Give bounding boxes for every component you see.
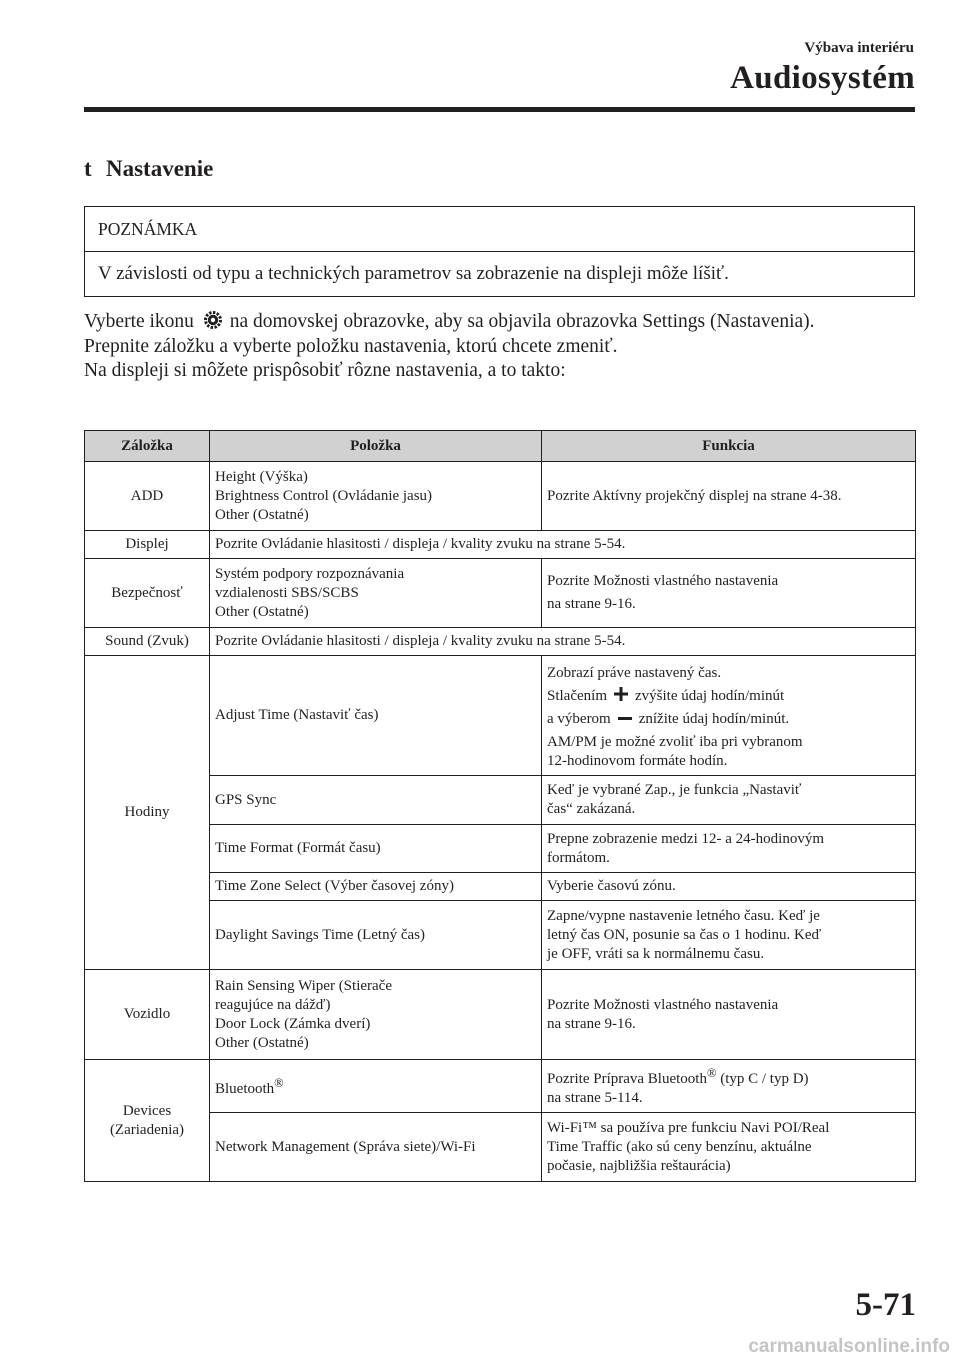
- function-line: [547, 1064, 910, 1089]
- function-cell: [542, 901, 916, 970]
- function-line: Zapne/vypne nastavenie letného času. Keď je: [547, 907, 820, 924]
- function-text: Stlačením: [547, 688, 607, 704]
- section-title: Nastavenie: [106, 156, 214, 181]
- tab-cell: Sound (Zvuk): [85, 628, 210, 656]
- function-cell: [542, 1113, 916, 1182]
- function-line: počasie, najbližšia reštaurácia): [547, 1157, 731, 1174]
- settings-gear-icon: [203, 310, 223, 330]
- registered-mark: ®: [706, 1066, 717, 1080]
- function-cell: [542, 559, 916, 628]
- chapter-subtitle: Výbava interiéru: [804, 40, 914, 56]
- item-cell: [210, 462, 542, 531]
- function-cell: Pozrite Aktívny projekčný displej na strane 4-38.: [542, 462, 916, 531]
- section-bullet: t: [84, 156, 92, 181]
- item-line: Systém podpory rozpoznávania: [215, 565, 405, 582]
- tab-cell: Bezpečnosť: [85, 559, 210, 628]
- function-line: [547, 710, 910, 729]
- function-line: na strane 5-114.: [547, 1090, 643, 1106]
- function-line: 12-hodinovom formáte hodín.: [547, 753, 728, 769]
- item-text: Bluetooth: [215, 1080, 275, 1097]
- intro-line-3: Na displeji si môžete prispôsobiť rôzne nastavenia, a to takto:: [84, 360, 566, 381]
- function-cell: Vyberie časovú zónu.: [542, 873, 916, 901]
- item-cell: [210, 559, 542, 628]
- note-box: [84, 206, 915, 297]
- item-cell: Time Format (Formát času): [210, 825, 542, 873]
- function-line: Pozrite Možnosti vlastného nastavenia: [547, 573, 779, 589]
- function-line: AM/PM je možné zvoliť iba pri vybranom: [547, 734, 803, 750]
- function-line: [547, 687, 910, 706]
- function-line: Prepne zobrazenie medzi 12- a 24-hodinovým: [547, 830, 824, 847]
- function-cell: [542, 825, 916, 873]
- function-line: Zobrazí práve nastavený čas.: [547, 665, 722, 681]
- header-item: Položka: [210, 431, 542, 462]
- function-line: Keď je vybrané Zap., je funkcia „Nastaviť: [547, 782, 802, 798]
- tab-cell: Vozidlo: [85, 970, 210, 1060]
- function-text: zvýšite údaj hodín/minút: [635, 688, 785, 704]
- function-line: Time Traffic (ako sú ceny benzínu, aktuálne: [547, 1138, 812, 1155]
- table-row: [85, 776, 916, 825]
- tab-cell: [85, 1060, 210, 1182]
- item-cell: Network Management (Správa siete)/Wi-Fi: [210, 1113, 542, 1182]
- item-line: Height (Výška): [215, 468, 308, 485]
- header-function: Funkcia: [542, 431, 916, 462]
- function-text: a výberom: [547, 711, 611, 727]
- item-cell: Adjust Time (Nastaviť čas): [210, 656, 542, 776]
- item-cell: Time Zone Select (Výber časovej zóny): [210, 873, 542, 901]
- table-row: [85, 1113, 916, 1182]
- chapter-title: Audiosystém: [730, 60, 915, 96]
- table-row: [85, 1060, 916, 1113]
- function-text: Pozrite Príprava Bluetooth: [547, 1071, 707, 1087]
- function-line: je OFF, vráti sa k normálnemu času.: [547, 945, 765, 962]
- table-row: [85, 462, 916, 531]
- header-tab: Záložka: [85, 431, 210, 462]
- function-line: formátom.: [547, 849, 610, 866]
- function-cell: [542, 970, 916, 1060]
- item-line: Other (Ostatné): [215, 603, 309, 620]
- function-text: znížite údaj hodín/minút.: [638, 711, 790, 727]
- table-row: [85, 901, 916, 970]
- intro-line-1: [84, 310, 914, 335]
- settings-table: [84, 430, 916, 1182]
- function-text: (typ C / typ D): [716, 1071, 809, 1087]
- header-rule: [84, 107, 915, 112]
- function-cell: [542, 656, 916, 776]
- intro-text: [84, 310, 914, 384]
- note-text: V závislosti od typu a technických parametrov sa zobrazenie na displeji môže líšiť.: [98, 263, 729, 284]
- item-line: Door Lock (Zámka dverí): [215, 1015, 371, 1032]
- function-line: letný čas ON, posunie sa čas o 1 hodinu. Keď: [547, 926, 822, 943]
- watermark: carmanualsonline.info: [748, 1336, 950, 1357]
- function-line: na strane 9-16.: [547, 1015, 636, 1032]
- table-row: [85, 531, 916, 559]
- table-row: [85, 825, 916, 873]
- tab-cell: ADD: [85, 462, 210, 531]
- merged-cell: Pozrite Ovládanie hlasitosti / displeja / kvality zvuku na strane 5-54.: [210, 628, 916, 656]
- table-row: [85, 970, 916, 1060]
- item-cell: [210, 1060, 542, 1113]
- page-number: 5-71: [855, 1287, 916, 1323]
- function-cell: [542, 1060, 916, 1113]
- intro-line-2: Prepnite záložku a vyberte položku nastavenia, ktorú chcete zmeniť.: [84, 335, 618, 357]
- function-line: čas“ zakázaná.: [547, 801, 636, 817]
- item-line: Brightness Control (Ovládanie jasu): [215, 487, 433, 504]
- item-line: Other (Ostatné): [215, 506, 309, 523]
- table-row: [85, 628, 916, 656]
- note-heading: POZNÁMKA: [85, 207, 914, 252]
- intro-line-1-start: Vyberte ikonu: [84, 311, 194, 332]
- table-row: [85, 559, 916, 628]
- minus-icon: [617, 710, 633, 724]
- function-line: Wi-Fi™ sa používa pre funkciu Navi POI/Real: [547, 1119, 830, 1136]
- plus-icon: [613, 687, 629, 701]
- section-heading: [84, 156, 213, 182]
- table-row: [85, 873, 916, 901]
- item-line: Rain Sensing Wiper (Stierače: [215, 977, 392, 994]
- item-cell: Daylight Savings Time (Letný čas): [210, 901, 542, 970]
- merged-cell: Pozrite Ovládanie hlasitosti / displeja / kvality zvuku na strane 5-54.: [210, 531, 916, 559]
- function-cell: [542, 776, 916, 825]
- item-cell: [210, 970, 542, 1060]
- item-line: reagujúce na dážď): [215, 996, 331, 1013]
- table-header-row: [85, 431, 916, 462]
- tab-line: (Zariadenia): [109, 1121, 185, 1138]
- item-line: Other (Ostatné): [215, 1034, 309, 1051]
- item-cell: GPS Sync: [210, 776, 542, 825]
- intro-line-1-end: na domovskej obrazovke, aby sa objavila obrazovka Settings (Nastavenia).: [229, 311, 815, 332]
- function-line: Pozrite Možnosti vlastného nastavenia: [547, 996, 779, 1013]
- registered-mark: ®: [274, 1075, 284, 1090]
- item-line: vzdialenosti SBS/SCBS: [215, 584, 359, 601]
- tab-line: Devices: [122, 1102, 172, 1119]
- tab-cell: Displej: [85, 531, 210, 559]
- tab-cell: Hodiny: [85, 656, 210, 970]
- function-line: na strane 9-16.: [547, 596, 636, 612]
- table-row: [85, 656, 916, 776]
